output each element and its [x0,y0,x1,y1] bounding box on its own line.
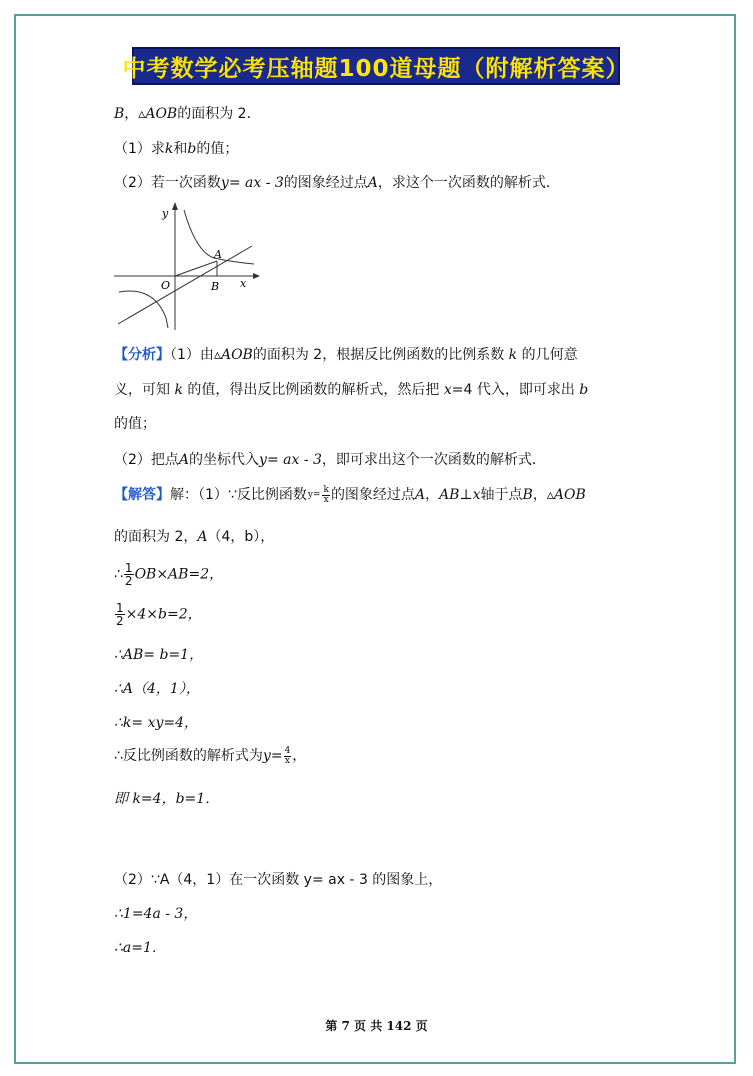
a3-text: 的值； [114,416,156,432]
s1-mid2: 轴于点 [480,487,523,503]
problem-continuation [114,104,261,124]
area-text: 的面积为 2． [177,106,261,122]
solution-line-1 [114,485,586,505]
solution-line-3 [114,562,223,587]
var-b: b [187,141,197,157]
point-b: B [522,487,533,503]
fraction-half [115,602,125,627]
analysis-tag: 【分析】 [114,347,170,363]
part2-equation: ∴1=4a - 3， [114,906,198,922]
part2-line-1 [114,870,442,890]
equation-ob-ab: OB×AB=2， [134,566,224,583]
var-k: k [508,347,518,363]
part2-result: ∴a=1． [114,940,166,956]
analysis-line-4 [114,450,546,470]
fraction-lhs: y= [307,489,321,500]
a2-mid: 的值，得出反比例函数的解析式，然后把 [187,382,440,398]
analysis-line-3 [114,414,156,434]
point-a: A [367,175,378,191]
solution-line-6 [114,679,200,699]
part2-premise: （2）∵A（4，1）在一次函数 y= ax - 3 的图象上， [114,872,443,888]
point-a-label: A [214,248,222,261]
numerator: 4 [284,745,291,756]
coord-4-b: （4，b）， [207,529,275,545]
y-label: y [162,207,169,220]
triangle-symbol: ▵ [213,347,221,363]
analysis-line-2 [114,380,588,400]
q1-prefix: （1）求 [114,141,165,157]
solution-tag: 【解答】 [114,487,170,503]
q2-tail: ，求这个一次函数的解析式． [377,175,560,191]
sep: ， [425,487,440,503]
solution-line-5 [114,645,203,665]
triangle-aob: AOB [220,347,253,363]
inline-fraction [308,491,321,500]
q1-and: 和 [173,141,188,157]
question-2 [114,173,560,193]
function-graph [114,200,264,335]
solution-line-4 [114,602,202,627]
solution-line-7 [114,713,198,733]
fraction-4-over-x [284,747,292,766]
q1-tail: 的值； [196,141,239,157]
denominator: 2 [116,614,124,628]
point-a: A [414,487,426,503]
numerator: 1 [124,561,133,575]
equation-b: ×4×b=2， [125,606,202,623]
analysis-line-1 [114,345,578,365]
segment-oa [175,261,217,276]
denominator: 2 [124,574,133,588]
q2-mid: 的图象经过点 [283,175,368,191]
numerator: k [323,484,329,495]
point-b-label: B [211,280,220,293]
a2-prefix: 义，可知 [114,382,170,398]
s8-prefix: ∴反比例函数的解析式为 [114,748,263,764]
question-1 [114,139,238,159]
sep: ， [532,487,547,503]
page-footer: 第 7 页 共 142 页 [325,1019,428,1033]
a2-eq: =4 代入，即可求出 [451,382,575,398]
a1-tail: 的几何意 [521,347,578,363]
perp-ab-x: AB⊥x [439,487,481,503]
linear-function: y= ax - 3 [259,452,322,468]
part2-line-2 [114,904,197,924]
denominator: x [284,755,290,766]
a4-tail: ，即可求出这个一次函数的解析式． [321,452,546,468]
y-equals: y= [262,748,283,764]
var-k: k [164,141,174,157]
var-x: x [443,382,452,398]
fraction-k-over-x [322,486,329,505]
numerator: 1 [116,601,124,615]
sep: ， [124,106,139,122]
y-axis-arrow-icon [172,202,178,210]
var-k: k [174,382,183,398]
therefore-symbol: ∴ [114,566,123,583]
s1-prefix: 解：（1）∵反比例函数 [170,487,307,503]
a4-mid: 的坐标代入 [189,452,260,468]
triangle-aob: AOB [553,487,586,503]
part2-line-3 [114,938,166,958]
linear-function: y= ax - 3 [220,175,284,191]
solution-line-9 [114,789,219,809]
fraction-half [124,562,134,587]
a1-mid: 的面积为 2，根据反比例函数的比例系数 [252,347,505,363]
s1-mid: 的图象经过点 [330,487,415,503]
triangle-symbol: ▵ [546,487,554,503]
origin-label: O [161,279,171,292]
point-a: A [197,529,208,545]
a1-prefix: （1）由 [170,347,214,363]
point-a: A [178,452,190,468]
equation-k: ∴k= xy=4， [114,715,199,731]
point-a-coord: ∴A（4，1）， [114,681,200,697]
triangle-aob: AOB [145,106,178,122]
var-b: b [579,382,589,398]
title-banner [122,47,630,85]
q2-prefix: （2）若一次函数 [114,175,221,191]
point-b: B [114,106,125,122]
result-k-b: 即 k=4，b=1． [114,791,220,807]
x-label: x [240,277,247,290]
solution-line-8 [114,746,306,766]
a4-prefix: （2）把点 [114,452,179,468]
s8-tail: ， [292,748,307,764]
equation-ab-b: ∴AB= b=1， [114,647,204,663]
denominator: x [323,494,329,505]
x-axis-arrow-icon [253,273,260,279]
s2-prefix: 的面积为 2， [114,529,198,545]
banner-title: 中考数学必考压轴题100道母题（附解析答案） [122,55,630,82]
solution-line-2 [114,527,274,547]
triangle-symbol: ▵ [138,106,146,122]
linear-line [118,246,252,324]
